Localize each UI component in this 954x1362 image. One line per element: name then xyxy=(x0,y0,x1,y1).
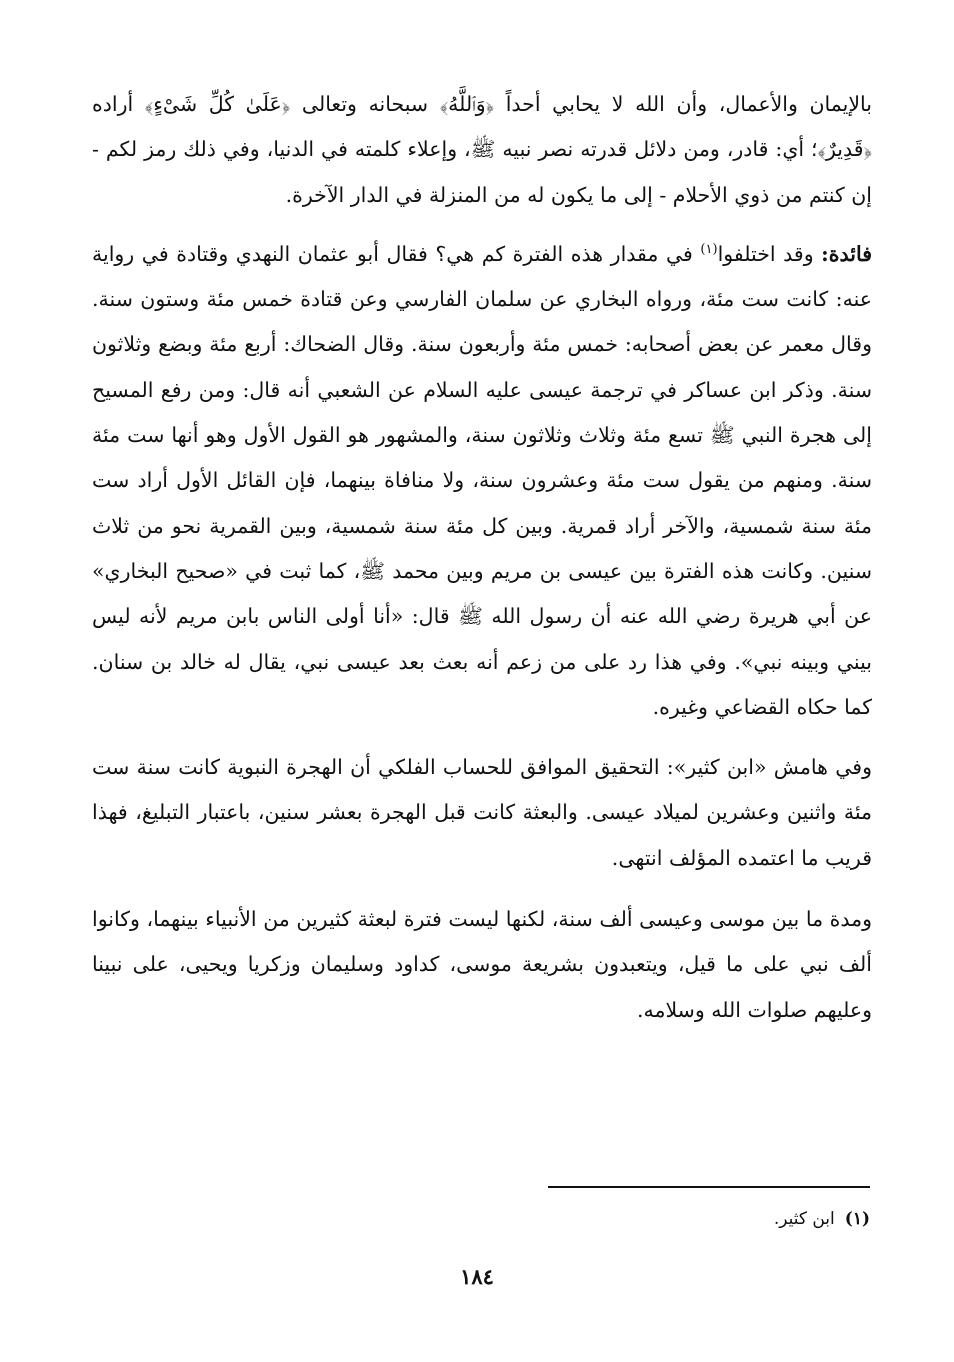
paragraph-2 xyxy=(92,232,872,730)
footnote-marker[interactable]: (١) xyxy=(700,242,718,258)
footnote xyxy=(774,1204,870,1234)
footnote-number: (١) xyxy=(844,1209,870,1229)
footnote-text: ابن كثير. xyxy=(773,1209,835,1229)
page-number: ١٨٤ xyxy=(460,1264,494,1289)
paragraph-2-opening: وقد اختلفوا xyxy=(717,241,822,266)
paragraph-1: بالإيمان والأعمال، وأن الله لا يحابي أحداً ﴿وَٱللَّهُ﴾ سبحانه وتعالى ﴿عَلَىٰ كُلِّ شَىْءٍ﴾ أراده ﴿قَدِيرٌ﴾؛ أي: قادر، ومن دلائل قدرته نصر نبيه ﷺ، وإعلاء كلمته في الدنيا، وفي ذلك رمز لكم - إن كنتم من ذوي الأحلام - إلى ما يكون له من المنزلة في الدار الآخرة. xyxy=(92,92,872,207)
paragraph-4: ومدة ما بين موسى وعيسى ألف سنة، لكنها ليست فترة لبعثة كثيرين من الأنبياء بينهما، وكانوا ألف نبي على ما قيل، ويتعبدون بشريعة موسى، كداود وسليمان وزكريا ويحيى، على نبينا وعليهم صلوات الله وسلامه. xyxy=(92,907,872,1022)
footnote-divider xyxy=(548,1186,870,1188)
paragraph-lead-faida: فائدة: xyxy=(821,241,872,266)
paragraph-3: وفي هامش «ابن كثير»: التحقيق الموافق للحساب الفلكي أن الهجرة النبوية كانت سنة ست مئة واثنين وعشرين لميلاد عيسى. والبعثة كانت قبل الهجرة بعشر سنين، باعتبار التبليغ، فهذا قريب ما اعتمده المؤلف انتهى. xyxy=(92,755,872,870)
paragraph-2-body: في مقدار هذه الفترة كم هي؟ فقال أبو عثمان النهدي وقتادة في رواية عنه: كانت ست مئة، ورواه البخاري عن سلمان الفارسي وعن قتادة خمس مئة وستون سنة. وقال معمر عن بعض أصحابه: خمس مئة وأربعون سنة. وقال الضحاك: أربع مئة وبضع وثلاثون سنة. وذكر ابن عساكر في ترجمة عيسى عليه السلام عن الشعبي أنه قال: ومن رفع المسيح إلى هجرة النبي ﷺ تسع مئة وثلاث وثلاثون سنة، والمشهور هو القول الأول وهو أنها ست مئة سنة. ومنهم من يقول ست مئة وعشرون سنة، ولا منافاة بينهما، فإن القائل الأول أراد ست مئة سنة شمسية، والآخر أراد قمرية. وبين كل مئة سنة شمسية، وبين القمرية نحو من ثلاث سنين. وكانت هذه الفترة بين عيسى بن مريم وبين محمد ﷺ، كما ثبت في «صحيح البخاري» عن أبي هريرة رضي الله عنه أن رسول الله ﷺ قال: «أنا أولى الناس بابن مريم لأنه ليس بيني وبينه نبي». وفي هذا رد على من زعم أنه بعث بعد عيسى نبي، يقال له خالد بن سنان. كما حكاه القضاعي وغيره. xyxy=(92,241,872,719)
page-body xyxy=(92,82,872,1033)
